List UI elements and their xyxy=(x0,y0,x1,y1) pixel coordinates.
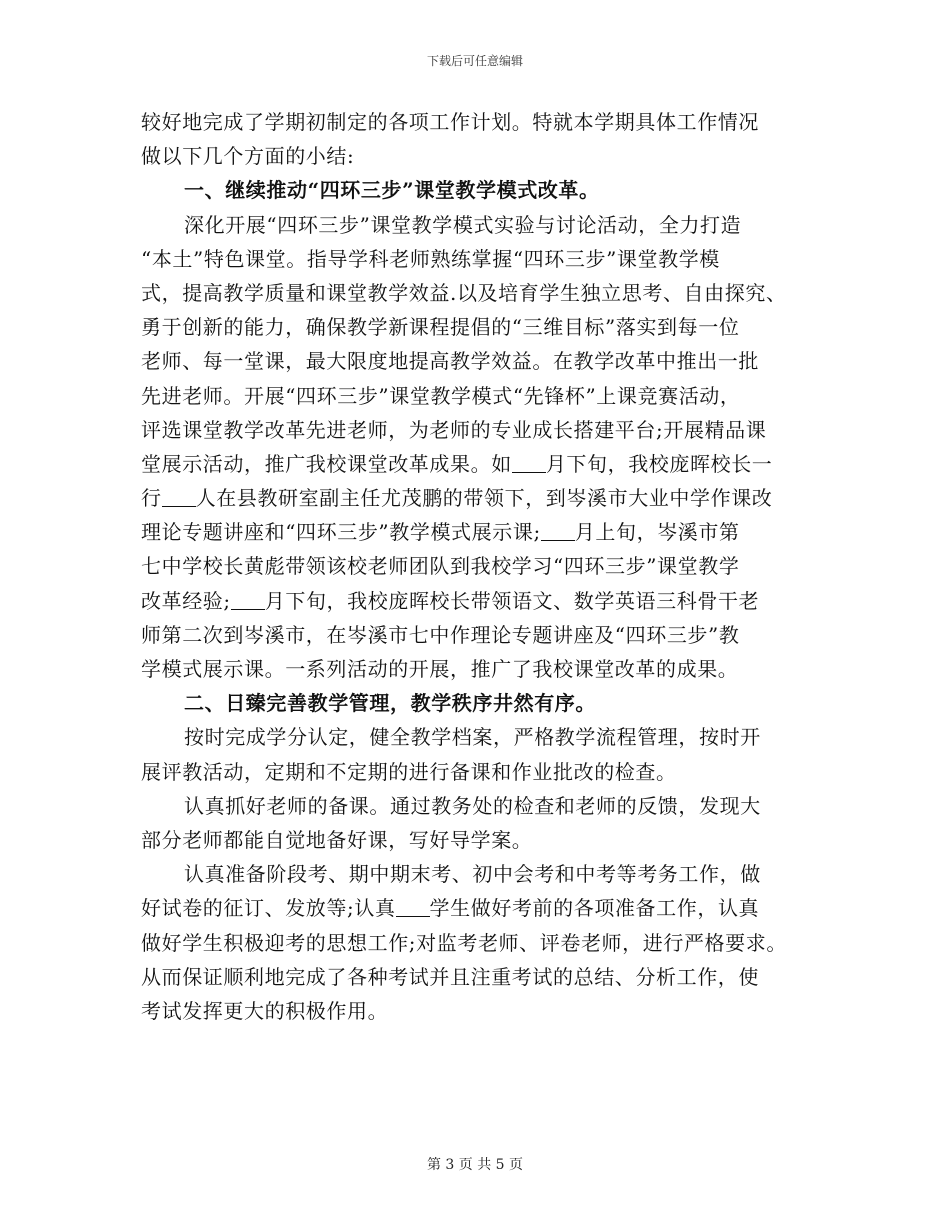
paragraph-line: “本土”特色课堂。指导学科老师熟练掌握“四环三步”课堂教学模 xyxy=(141,246,720,271)
section-heading: 二、日臻完善教学管理，教学秩序井然有序。 xyxy=(184,691,596,716)
paragraph-line: 七中学校长黄彪带领该校老师团队到我校学习“四环三步”课堂教学 xyxy=(141,554,740,579)
line-segment: 理论专题讲座和“四环三步”教学模式展示课; xyxy=(141,520,541,545)
paragraph-line-with-blank xyxy=(141,515,826,549)
paragraph-line: 式，提高教学质量和课堂教学效益.以及培育学生独立思考、自由探究、 xyxy=(141,280,787,305)
line-segment: 月下旬，我校庞晖校长一 xyxy=(545,451,773,476)
paragraph-line: 勇于创新的能力，确保教学新课程提倡的“三维目标”落实到每一位 xyxy=(141,315,740,340)
paragraph-line: 先进老师。开展“四环三步”课堂教学模式“先锋杯”上课竞赛活动， xyxy=(141,383,741,408)
line-segment: 学生做好考前的各项准备工作，认真 xyxy=(429,896,760,921)
fill-in-blank xyxy=(231,589,265,610)
page-header: 下载后可任意编辑 xyxy=(426,54,523,68)
paragraph-line: 做以下几个方面的小结: xyxy=(141,144,355,169)
paragraph-line: 师第二次到岑溪市，在岑溪市七中作理论专题讲座及“四环三步”教 xyxy=(141,622,740,647)
line-segment: 人在县教研室副主任尤茂鹏的带领下，到岑溪市大业中学作课改 xyxy=(195,486,773,511)
paragraph-line: 学模式展示课。一系列活动的开展，推广了我校课堂改革的成果。 xyxy=(141,657,739,681)
paragraph-line: 做好学生积极迎考的思想工作;对监考老师、评卷老师，进行严格要求。 xyxy=(141,930,787,955)
paragraph-line: 从而保证顺利地完成了各种考试并且注重考试的总结、分析工作，使 xyxy=(141,964,759,989)
paragraph-line-with-blank xyxy=(141,584,826,618)
fill-in-blank xyxy=(512,452,546,473)
page-footer: 第 3 页 共 5 页 xyxy=(426,1157,524,1173)
section-heading: 一、继续推动“四环三步”课堂教学模式改革。 xyxy=(184,178,600,203)
paragraph-line-with-blank xyxy=(141,481,826,515)
fill-in-blank xyxy=(396,896,430,917)
paragraph-first-line: 认真抓好老师的备课。通过教务处的检查和老师的反馈，发现大 xyxy=(184,793,761,818)
paragraph-first-line: 深化开展“四环三步”课堂教学模式实验与讨论活动，全力打造 xyxy=(184,212,742,237)
paragraph-line: 较好地完成了学期初制定的各项工作计划。特就本学期具体工作情况 xyxy=(141,110,759,134)
paragraph-line-with-blank xyxy=(141,891,826,925)
line-segment: 月下旬，我校庞晖校长带领语文、数学英语三科骨干老 xyxy=(264,588,760,613)
paragraph-first-line: 按时完成学分认定，健全教学档案，严格教学流程管理，按时开 xyxy=(184,725,761,750)
paragraph-line: 老师、每一堂课，最大限度地提高教学效益。在教学改革中推出一批 xyxy=(141,349,759,374)
paragraph-first-line: 认真准备阶段考、期中期末考、初中会考和中考等考务工作，做 xyxy=(184,862,761,887)
fill-in-blank xyxy=(162,486,196,507)
paragraph-line: 考试发挥更大的积极作用。 xyxy=(141,998,389,1023)
line-segment: 改革经验; xyxy=(141,588,231,613)
paragraph-line-with-blank xyxy=(141,447,826,481)
line-segment: 行 xyxy=(141,486,162,511)
paragraph-line: 部分老师都能自觉地备好课，写好导学案。 xyxy=(141,827,533,852)
paragraph-line: 展评教活动，定期和不定期的进行备课和作业批改的检查。 xyxy=(141,759,677,784)
line-segment: 好试卷的征订、发放等;认真 xyxy=(141,896,396,921)
line-segment: 堂展示活动，推广我校课堂改革成果。如 xyxy=(141,451,512,476)
document-body xyxy=(141,105,826,1028)
paragraph-line: 评选课堂教学改革先进老师，为老师的专业成长搭建平台;开展精品课 xyxy=(141,417,767,442)
line-segment: 月上旬，岑溪市第 xyxy=(574,520,740,545)
fill-in-blank xyxy=(541,520,575,541)
